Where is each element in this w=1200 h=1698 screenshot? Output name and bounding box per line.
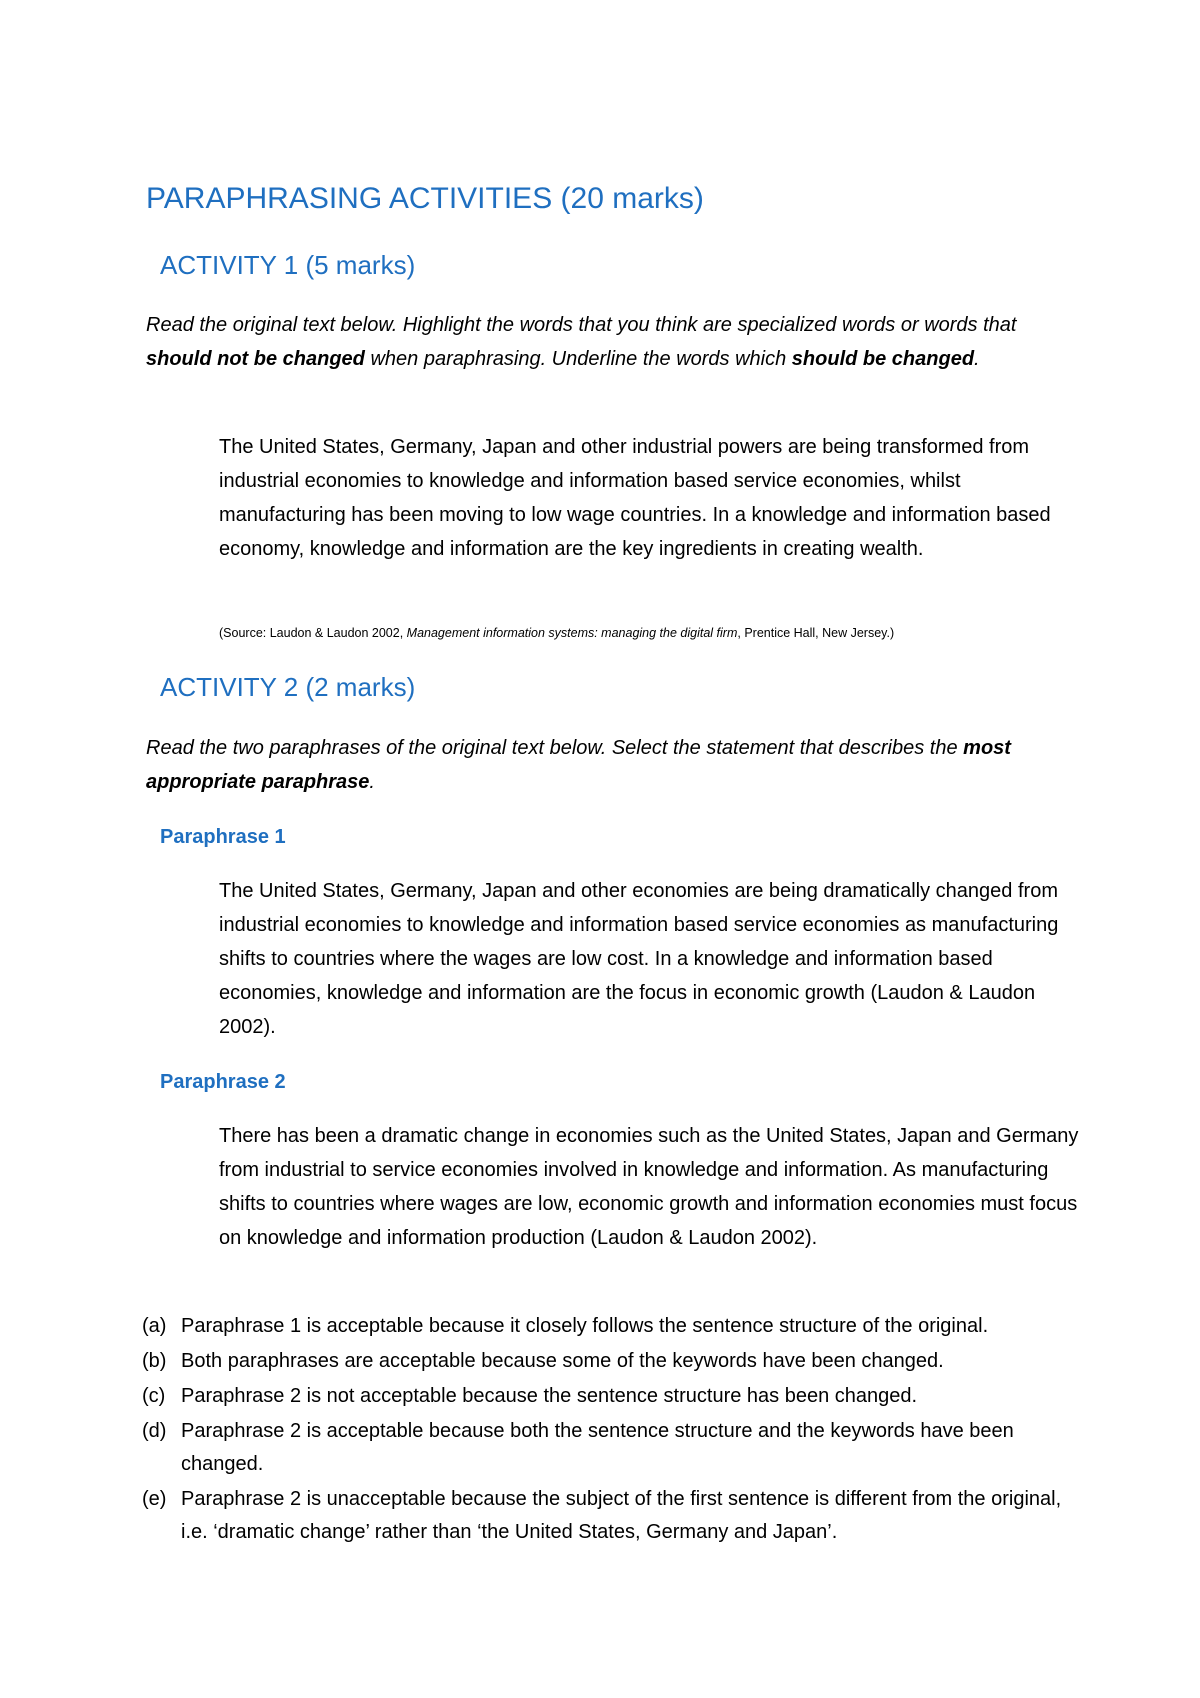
source-suffix: , Prentice Hall, New Jersey.) <box>737 626 895 640</box>
paraphrase-1-text: The United States, Germany, Japan and other economies are being dramatically changed from industrial economies to knowledge and information based service economies as manufacturing shifts to countries where the wages are low cost. In a knowledge and information based economies, knowledge and information are the focus in economic growth (Laudon & Laudon 2002). <box>219 880 1059 1038</box>
option-letter: (a) <box>142 1315 167 1337</box>
option-text: Paraphrase 2 is unacceptable because the subject of the first sentence is different from the original, i.e. ‘dramatic change’ rather than ‘the United States, Germany and Japan’. <box>181 1488 1062 1543</box>
option-letter: (d) <box>142 1420 167 1442</box>
source-citation <box>219 626 894 640</box>
option-letter: (b) <box>142 1350 167 1372</box>
option-text: Paraphrase 2 is not acceptable because the sentence structure has been changed. <box>181 1385 918 1407</box>
original-text: The United States, Germany, Japan and other industrial powers are being transformed from industrial economies to knowledge and information based service economies, whilst manufacturing has been moving to low wage countries. In a knowledge and information based economy, knowledge and information are the key ingredients in creating wealth. <box>219 436 1051 560</box>
source-title: Management information systems: managing the digital firm <box>406 626 738 640</box>
source-prefix: (Source: Laudon & Laudon 2002, <box>219 626 407 640</box>
answer-options <box>142 1310 1092 1549</box>
instruction-text: . <box>369 771 375 793</box>
answer-option-b[interactable] <box>142 1345 1092 1378</box>
answer-option-a[interactable] <box>142 1310 1092 1343</box>
activity-1-instruction <box>146 308 1076 376</box>
activity-2-heading: ACTIVITY 2 (2 marks) <box>160 672 416 702</box>
option-letter: (e) <box>142 1488 167 1510</box>
paraphrase-2-heading: Paraphrase 2 <box>160 1071 286 1093</box>
instruction-emphasis: most appropriate paraphrase <box>146 737 1011 793</box>
paraphrase-1-heading: Paraphrase 1 <box>160 826 286 848</box>
answer-option-d[interactable] <box>142 1415 1092 1481</box>
instruction-emphasis: should not be changed <box>146 348 365 370</box>
option-text: Paraphrase 1 is acceptable because it closely follows the sentence structure of the original. <box>181 1315 989 1337</box>
instruction-emphasis: should be changed <box>791 348 975 370</box>
option-text: Paraphrase 2 is acceptable because both the sentence structure and the keywords have been changed. <box>181 1420 1014 1475</box>
option-text: Both paraphrases are acceptable because some of the keywords have been changed. <box>181 1350 944 1372</box>
instruction-text: Read the two paraphrases of the original text below. Select the statement that describes the <box>146 737 964 759</box>
paraphrase-2-text: There has been a dramatic change in economies such as the United States, Japan and Germany from industrial to service economies involved in knowledge and information. As manufacturing shifts to countries where wages are low, economic growth and information economies must focus on knowledge and information production (Laudon & Laudon 2002). <box>219 1125 1079 1249</box>
option-letter: (c) <box>142 1385 166 1407</box>
answer-option-e[interactable] <box>142 1483 1092 1549</box>
instruction-text: Read the original text below. Highlight the words that you think are specialized words or words that <box>146 314 1017 336</box>
answer-option-c[interactable] <box>142 1380 1092 1413</box>
activity-1-heading: ACTIVITY 1 (5 marks) <box>160 250 416 280</box>
instruction-text: when paraphrasing. Underline the words which <box>364 348 792 370</box>
instruction-text: . <box>974 348 980 370</box>
page-title: PARAPHRASING ACTIVITIES (20 marks) <box>146 182 704 215</box>
activity-2-instruction <box>146 731 1076 799</box>
